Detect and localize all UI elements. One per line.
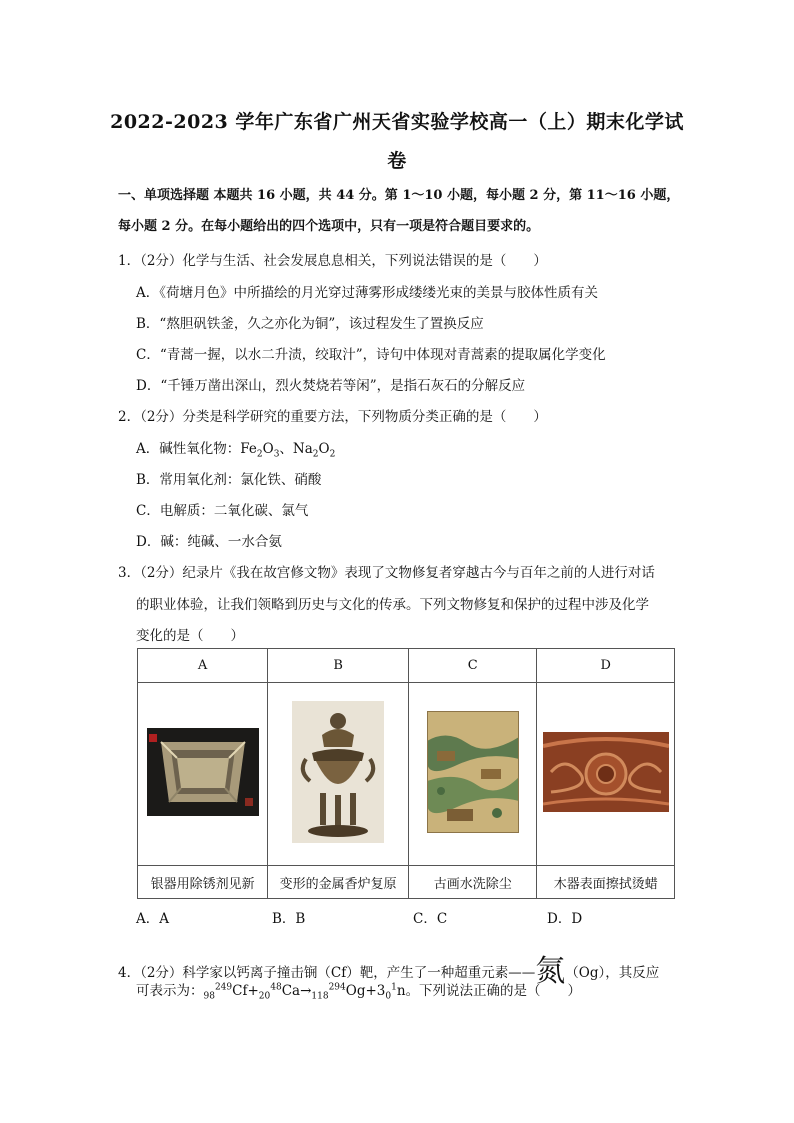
og-element-character: 氮: [535, 954, 566, 989]
caption-d: 木器表面擦拭烫蜡: [537, 866, 675, 899]
q1-option-a: A．《荷塘月色》中所描绘的月光穿过薄雾形成缕缕光束的美景与胶体性质有关: [136, 285, 598, 301]
table-header-d: D: [537, 649, 675, 683]
table-header-c: C: [409, 649, 537, 683]
page-title: 2022-2023 学年广东省广州天省实验学校高一（上）期末化学试: [110, 111, 684, 133]
q4-stem-part3: 可表示为：: [136, 983, 204, 999]
table-header-b: B: [268, 649, 409, 683]
table-header-a: A: [138, 649, 268, 683]
caption-a: 银器用除锈剂见新: [138, 866, 268, 899]
q2-option-a: [136, 437, 336, 460]
caption-c: 古画水洗除尘: [409, 866, 537, 899]
ancient-painting-image: [427, 711, 519, 833]
silver-box-image: [147, 728, 259, 816]
q4-stem-line2: [136, 979, 582, 1002]
q2-option-b: B．常用氧化剂：氯化铁、硝酸: [136, 472, 322, 488]
q1-option-d: D．“千锤万凿出深山，烈火焚烧若等闲”，是指石灰石的分解反应: [136, 378, 526, 394]
wooden-carving-image: [543, 732, 669, 812]
q3-answer-d: D．D: [547, 911, 583, 927]
q2-option-a-label: A．碱性氧化物：: [136, 441, 241, 457]
q1-stem: 1．（2分）化学与生活、社会发展息息相关，下列说法错误的是（ ）: [118, 253, 547, 269]
q1-option-c: C．“青蒿一握，以水二升渍，绞取汁”，诗句中体现对青蒿素的提取属化学变化: [136, 347, 606, 363]
q3-answer-b: B．B: [272, 911, 306, 927]
q1-option-b: B．“熬胆矾铁釜，久之亦化为铜”，该过程发生了置换反应: [136, 316, 484, 332]
q3-answer-c: C．C: [413, 911, 448, 927]
page-title-continued: 卷: [387, 150, 407, 172]
q3-answer-a: A．A: [136, 911, 169, 927]
section-instructions: 一、单项选择题 本题共 16 小题，共 44 分。第 1～10 小题，每小题 2 分，第 11～16 小题，每小题 2 分。在每小题给出的四个选项中，只有一项是符合题目要求的。: [118, 188, 680, 234]
q3-stem-line1: 3．（2分）纪录片《我在故宫修文物》表现了文物修复者穿越古今与百年之前的人进行对话: [118, 565, 655, 581]
q3-stem-line3: 变化的是（ ）: [136, 628, 244, 644]
q4-stem-part4: 。下列说法正确的是（ ）: [405, 983, 582, 999]
image-cell-b: [268, 683, 409, 866]
formula-fe2o3-na2o2: $Fe_2O_3$、$Na_2O_2$: [240, 441, 336, 460]
q2-option-c: C．电解质：二氧化碳、氯气: [136, 503, 309, 519]
image-cell-c: [409, 683, 537, 866]
caption-b: 变形的金属香炉复原: [268, 866, 409, 899]
q3-stem-line2: 的职业体验，让我们领略到历史与文化的传承。下列文物修复和保护的过程中涉及化学: [136, 597, 649, 613]
q4-stem-part2: （Og），其反应: [565, 965, 660, 981]
q2-stem: 2．（2分）分类是科学研究的重要方法，下列物质分类正确的是（ ）: [118, 409, 547, 425]
image-cell-d: [537, 683, 675, 866]
image-cell-a: [138, 683, 268, 866]
incense-burner-image: [292, 701, 384, 843]
q4-stem-part1: 4．（2分）科学家以钙离子撞击锎（Cf）靶，产生了一种超重元素——: [118, 965, 536, 981]
q2-option-d: D．碱：纯碱、一水合氨: [136, 534, 282, 550]
q3-options-table: [137, 648, 675, 899]
nuclear-equation: $_{98}^{249}Cf+_{20}^{48}Ca\to_{118}^{294}Og+3_0^1n$: [203, 982, 406, 1002]
